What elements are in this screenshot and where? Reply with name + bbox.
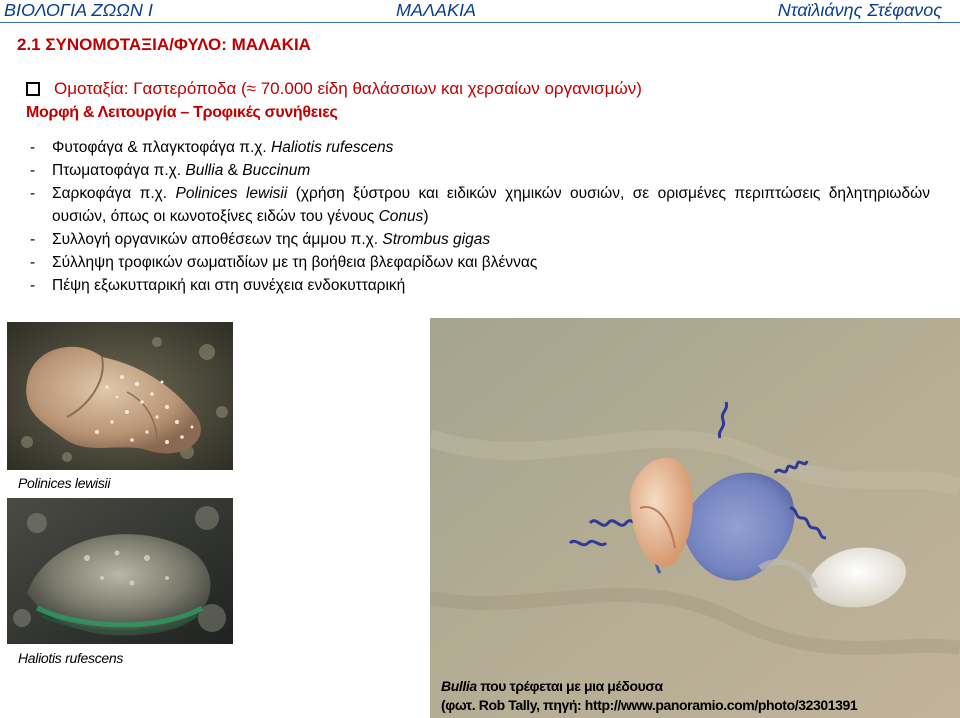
list-item: - Πτωματοφάγα π.χ. Bullia & Buccinum [30,162,311,179]
header-topic: ΜΑΛΑΚΙΑ [396,0,477,20]
list-item: - Σαρκοφάγα π.χ. Polinices lewisii (χρήση ξύστρου και ειδικών χημικών ουσιών, σε ορισμένες περιπτώσεις δηλητηριωδών ουσιών, όπως οι κωνοτοξίνες ειδών του γένους Conus) [30,185,930,225]
header-author: Νταϊλιάνης Στέφανος [777,0,942,20]
section-title: 2.1 ΣΥΝΟΜΟΤΑΞΙΑ/ΦΥΛΟ: ΜΑΛΑΚΙΑ [17,35,311,54]
subheading: Μορφή & Λειτουργία – Τροφικές συνήθειες [26,104,338,121]
checkbox-bullet-icon [26,82,40,96]
list-item: - Πέψη εξωκυτταρική και στη συνέχεια ενδοκυτταρική [30,277,406,294]
list-item: - Συλλογή οργανικών αποθέσεων της άμμου π.χ. Strombus gigas [30,231,491,248]
bullia-caption-text: που τρέφεται με μια μέδουσα [476,678,663,694]
bullia-caption-name: Bullia [441,678,477,694]
class-bullet-text: Ομοταξία: Γαστερόποδα (≈ 70.000 είδη θαλάσσιων και χερσαίων οργανισμών) [54,79,642,98]
bullia-caption [441,676,663,696]
header-course-title: ΒΙΟΛΟΓΙΑ ΖΩΩΝ Ι [4,0,153,20]
feeding-list [30,136,930,297]
polinices-caption: Polinices lewisii [18,475,111,491]
class-bullet [26,79,642,99]
list-item: - Σύλληψη τροφικών σωματιδίων με τη βοήθεια βλεφαρίδων και βλέννας [30,254,538,271]
header-divider [0,22,960,23]
haliotis-photo [7,498,233,644]
list-item: - Φυτοφάγα & πλαγκτοφάγα π.χ. Haliotis rufescens [30,139,394,156]
polinices-photo [7,322,233,470]
photo-credit: (φωτ. Rob Tally, πηγή: http://www.panoramio.com/photo/32301391 [441,697,858,713]
haliotis-caption: Haliotis rufescens [18,650,124,666]
bullia-photo [430,318,960,718]
